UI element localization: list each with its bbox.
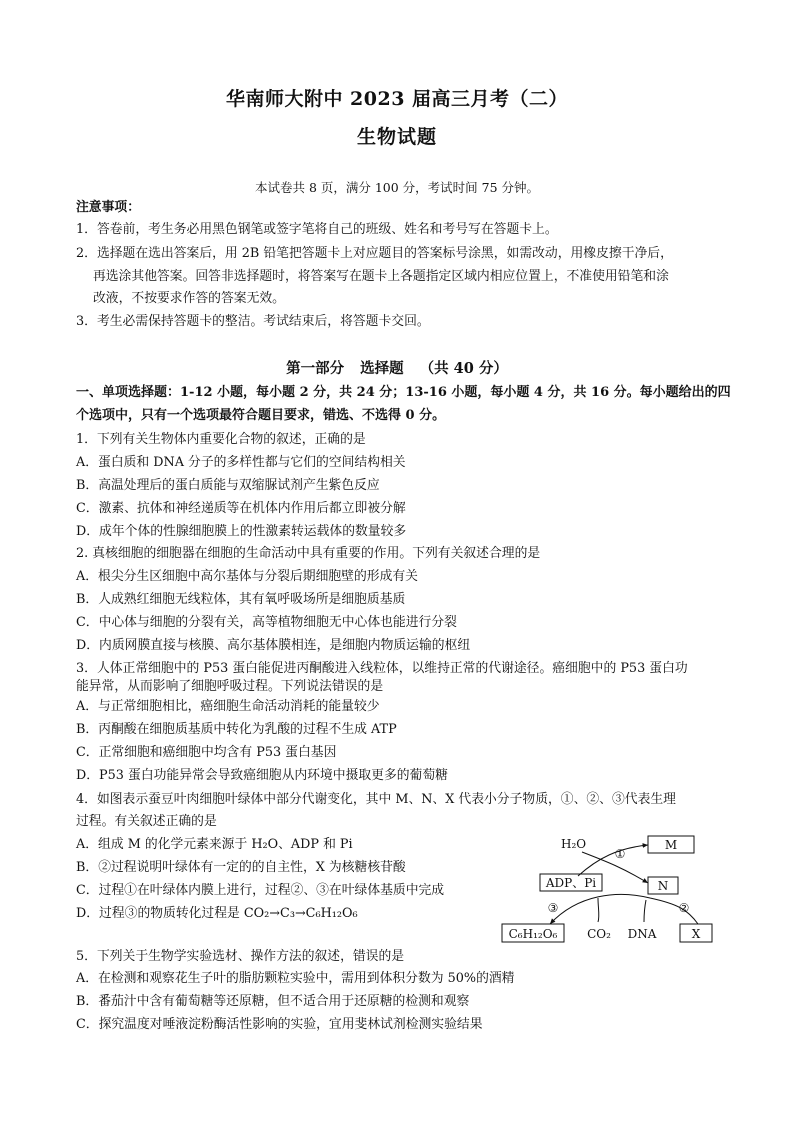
label-process-2: ② bbox=[678, 901, 690, 915]
question-stem: 能异常，从而影响了细胞呼吸过程。下列说法错误的是 bbox=[76, 679, 384, 694]
section-heading bbox=[0, 357, 794, 378]
question-option: C．探究温度对唾液淀粉酶活性影响的实验，宜用斐林试剂检测实验结果 bbox=[76, 1017, 483, 1032]
instruction-line: 一、单项选择题：1-12 小题，每小题 2 分，共 24 分；13-16 小题，每小题 4 分，共 16 分。每小题给出的四 bbox=[76, 385, 731, 400]
question-stem: 3．人体正常细胞中的 P53 蛋白能促进丙酮酸进入线粒体，以维持正常的代谢途径。癌细胞中的 P53 蛋白功 bbox=[76, 661, 688, 676]
label-co2: CO₂ bbox=[587, 927, 611, 941]
question-option: B．人成熟红细胞无线粒体，其有氧呼吸场所是细胞质基质 bbox=[76, 592, 406, 607]
question-option: A．组成 M 的化学元素来源于 H₂O、ADP 和 Pi bbox=[76, 837, 353, 852]
question-option: B．丙酮酸在细胞质基质中转化为乳酸的过程不生成 ATP bbox=[76, 722, 397, 737]
note-line: 再选涂其他答案。回答非选择题时，将答案写在题卡上各题指定区域内相应位置上，不准使用铅笔和涂 bbox=[93, 269, 669, 284]
label-c6h12o6: C₆H₁₂O₆ bbox=[508, 927, 558, 941]
question-option: A．与正常细胞相比，癌细胞生命活动消耗的能量较少 bbox=[76, 699, 380, 714]
question-option: D．内质网膜直接与核膜、高尔基体膜相连，是细胞内物质运输的枢纽 bbox=[76, 638, 471, 653]
question-option: C．激素、抗体和神经递质等在机体内作用后都立即被分解 bbox=[76, 501, 406, 516]
label-h2o: H₂O bbox=[561, 837, 587, 851]
question-option: D．过程③的物质转化过程是 CO₂→C₃→C₆H₁₂O₆ bbox=[76, 906, 358, 921]
question-option: B．番茄汁中含有葡萄糖等还原糖，但不适合用于还原糖的检测和观察 bbox=[76, 994, 470, 1009]
label-dna: DNA bbox=[627, 927, 657, 941]
notes-heading: 注意事项： bbox=[76, 200, 140, 215]
question-stem: 4．如图表示蚕豆叶肉细胞叶绿体中部分代谢变化，其中 M、N、X 代表小分子物质，①、②、③代表生理 bbox=[76, 792, 676, 807]
arrow-process-3-2 bbox=[547, 894, 698, 924]
question-option: A．蛋白质和 DNA 分子的多样性都与它们的空间结构相关 bbox=[76, 455, 406, 470]
section-part: 第一部分 bbox=[286, 360, 345, 377]
question-stem: 1．下列有关生物体内重要化合物的叙述，正确的是 bbox=[76, 432, 366, 447]
question-option: C．正常细胞和癌细胞中均含有 P53 蛋白基因 bbox=[76, 745, 337, 760]
chloroplast-metabolism-diagram bbox=[498, 828, 730, 950]
line-co2 bbox=[598, 898, 599, 922]
arrow-process-1-to-m bbox=[578, 845, 648, 876]
note-line: 3．考生必需保持答题卡的整洁。考试结束后，将答题卡交回。 bbox=[76, 314, 430, 329]
exam-info: 本试卷共 8 页，满分 100 分，考试时间 75 分钟。 bbox=[254, 180, 540, 195]
note-line: 1．答卷前，考生务必用黑色钢笔或签字笔将自己的班级、姓名和考号写在答题卡上。 bbox=[76, 222, 558, 237]
question-stem: 5．下列关于生物学实验选材、操作方法的叙述，错误的是 bbox=[76, 949, 405, 964]
question-stem: 过程。有关叙述正确的是 bbox=[76, 814, 217, 829]
question-option: A．在检测和观察花生子叶的脂肪颗粒实验中，需用到体积分数为 50%的酒精 bbox=[76, 971, 515, 986]
label-x: X bbox=[691, 927, 701, 941]
question-option: B．高温处理后的蛋白质能与双缩脲试剂产生紫色反应 bbox=[76, 478, 380, 493]
label-process-1: ① bbox=[614, 847, 626, 861]
note-line: 改液，不按要求作答的答案无效。 bbox=[93, 291, 285, 306]
instruction-line: 个选项中，只有一个选项最符合题目要求，错选、不选得 0 分。 bbox=[76, 408, 446, 423]
exam-title: 华南师大附中 2023 届高三月考（二） bbox=[225, 88, 569, 110]
label-adp-pi: ADP、Pi bbox=[545, 876, 597, 890]
question-option: C．中心体与细胞的分裂有关，高等植物细胞无中心体也能进行分裂 bbox=[76, 615, 457, 630]
note-line: 2．选择题在选出答案后，用 2B 铅笔把答题卡上对应题目的答案标号涂黑，如需改动，用橡皮擦干净后， bbox=[76, 246, 673, 261]
label-process-3: ③ bbox=[547, 901, 559, 915]
label-m: M bbox=[664, 838, 678, 852]
question-option: A．根尖分生区细胞中高尔基体与分裂后期细胞壁的形成有关 bbox=[76, 569, 418, 584]
question-option: D．P53 蛋白功能异常会导致癌细胞从内环境中摄取更多的葡萄糖 bbox=[76, 768, 448, 783]
question-option: C．过程①在叶绿体内膜上进行，过程②、③在叶绿体基质中完成 bbox=[76, 883, 445, 898]
question-stem: 2. 真核细胞的细胞器在细胞的生命活动中具有重要的作用。下列有关叙述合理的是 bbox=[76, 546, 541, 561]
section-score: （共 40 分） bbox=[419, 360, 508, 377]
question-option: B．②过程说明叶绿体有一定的的自主性，X 为核糖核苷酸 bbox=[76, 860, 406, 875]
question-option: D．成年个体的性腺细胞膜上的性激素转运载体的数量较多 bbox=[76, 524, 407, 539]
exam-subtitle: 生物试题 bbox=[356, 126, 437, 148]
section-name: 选择题 bbox=[360, 360, 404, 377]
label-n: N bbox=[657, 879, 669, 893]
line-dna bbox=[644, 900, 646, 922]
